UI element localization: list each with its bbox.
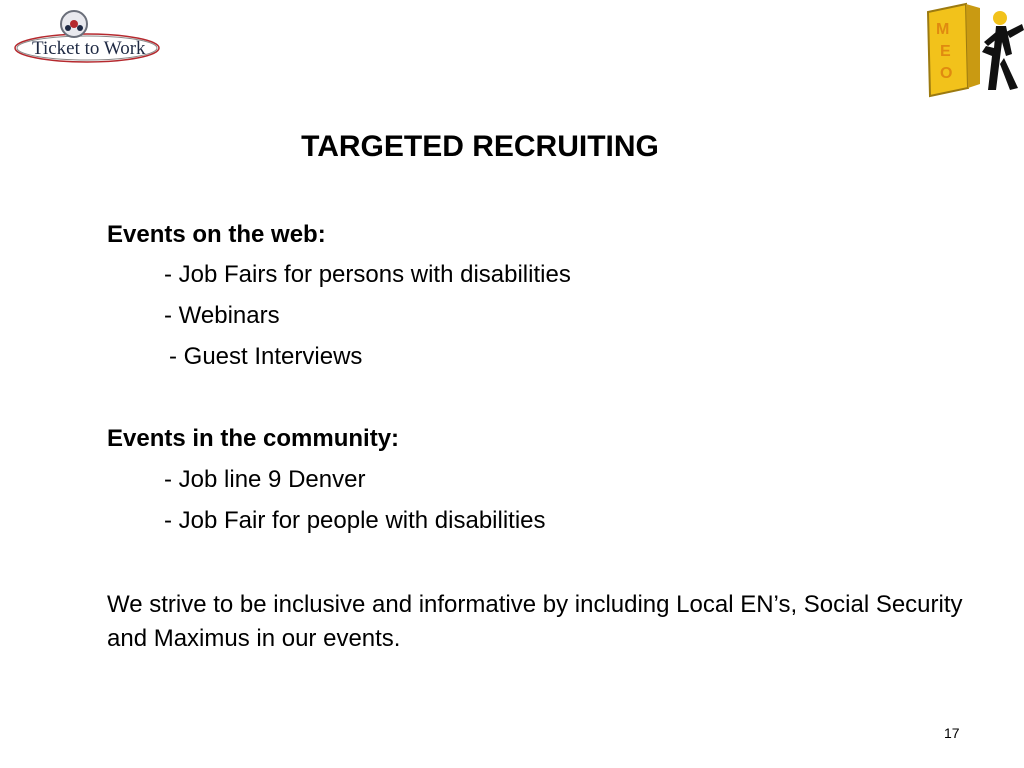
closing-paragraph: We strive to be inclusive and informative by including Local EN’s, Social Security and Maximus in our events. [107, 591, 963, 652]
heading-events-web: Events on the web: [107, 221, 326, 248]
list-item: - Guest Interviews [169, 343, 363, 370]
meo-door-logo [922, 2, 1024, 98]
logo-text: Ticket to Work [32, 38, 146, 59]
slide-title: TARGETED RECRUITING [301, 130, 659, 163]
list-item: - Job line 9 Denver [164, 466, 366, 493]
heading-events-community: Events in the community: [107, 425, 400, 452]
door-figure-icon [922, 2, 1024, 98]
list-item: - Job Fair for people with disabilities [164, 507, 546, 534]
list-item: - Job Fairs for persons with disabilities [164, 261, 571, 288]
list-item: - Webinars [164, 302, 280, 329]
page-number: 17 [944, 725, 960, 741]
meo-letter-o: O [940, 65, 953, 82]
ticket-to-work-logo [12, 8, 162, 70]
meo-letter-m: M [936, 21, 950, 38]
meo-letter-e: E [940, 43, 951, 60]
